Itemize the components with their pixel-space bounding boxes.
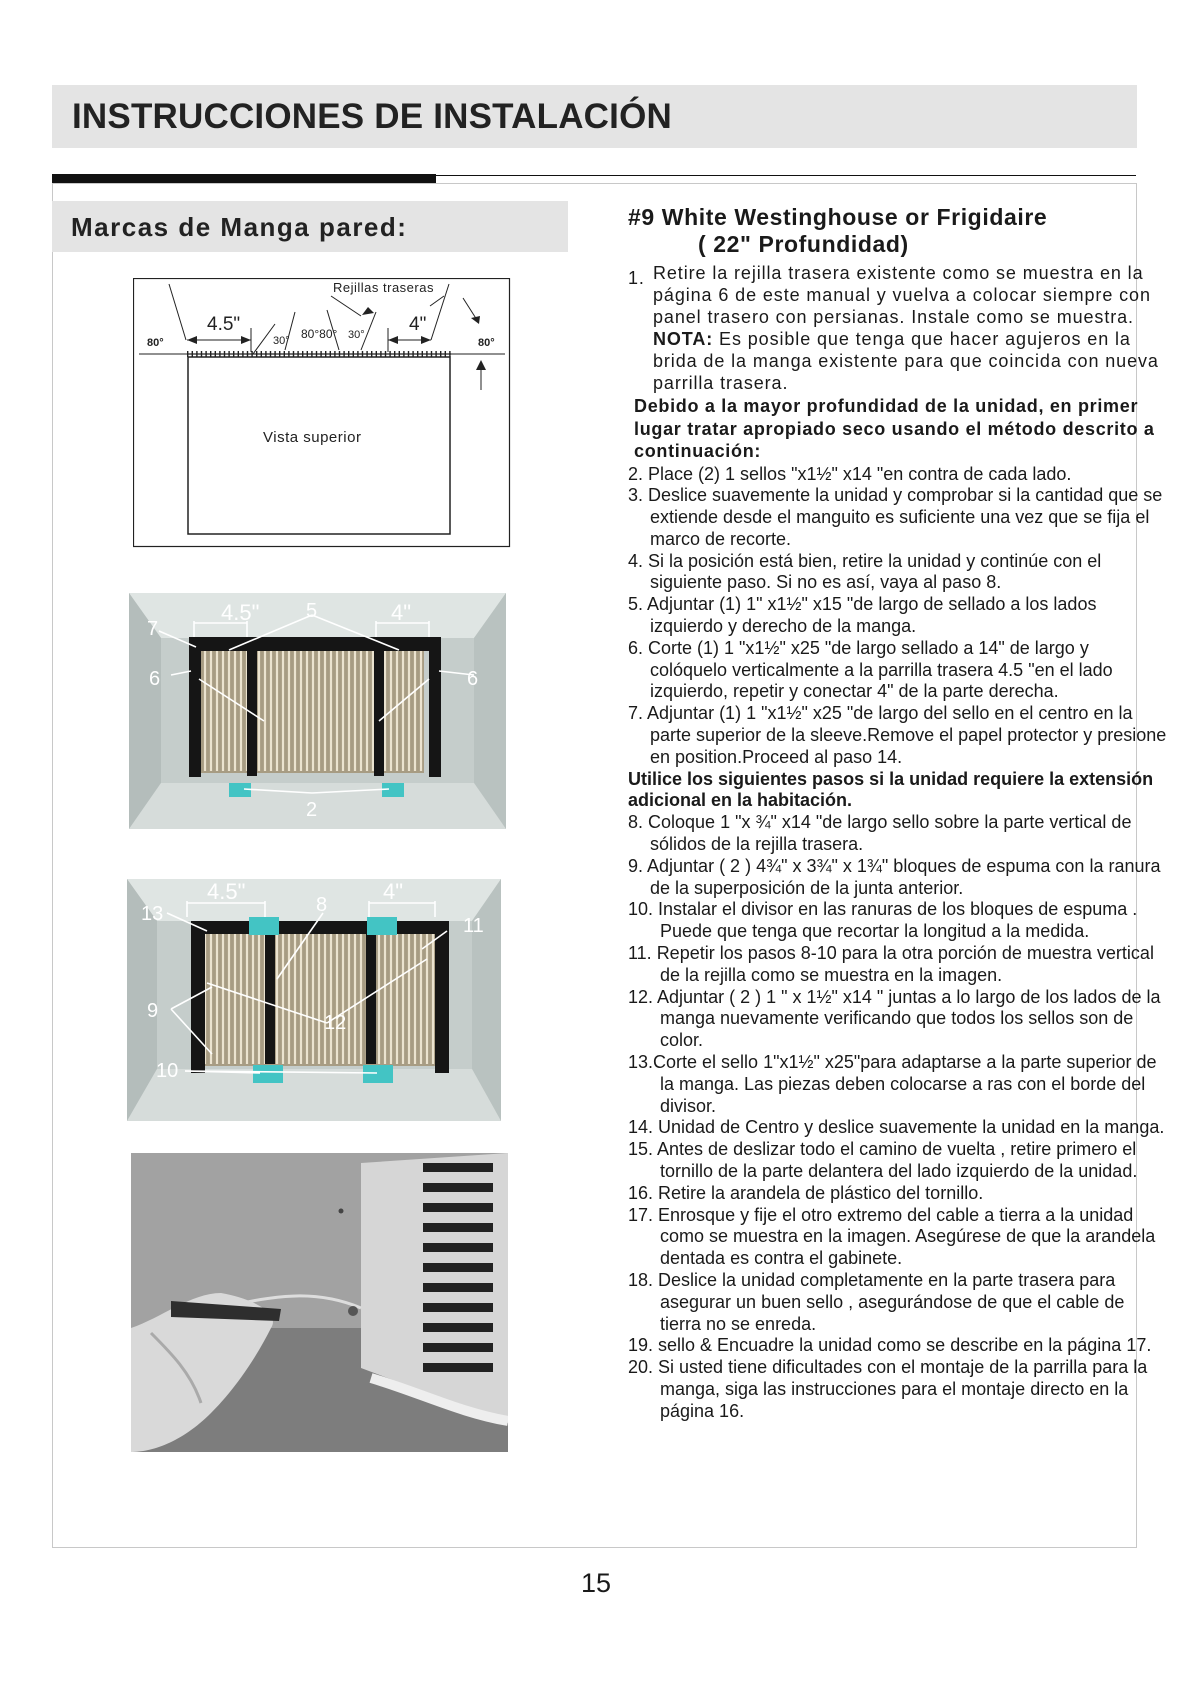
step-item: 9. Adjuntar ( 2 ) 4¾" x 3¾" x 1¾" bloques de espuma con la ranura de la superposición de la junta anterior. xyxy=(628,855,1161,898)
page-header xyxy=(52,85,1137,148)
sleeve-seal-photo xyxy=(129,593,506,829)
step-item: 15. Antes de deslizar todo el camino de vuelta , retire primero el tornillo de la parte delantera del lado izquierdo de la unidad. xyxy=(628,1139,1138,1181)
photo1-dim-left: 4.5" xyxy=(221,600,260,625)
photo1-label-2: 2 xyxy=(306,799,318,821)
step-item: 11. Repetir los pasos 8-10 para la otra porción de muestra vertical de la rejilla como se muestra en la imagen. xyxy=(628,943,1154,985)
foam-block-photo xyxy=(127,879,501,1121)
step-1-number: 1. xyxy=(628,268,645,288)
step-item: 4. Si la posición está bien, retire la unidad y continúe con el siguiente paso. Si no es así, vaya al paso 8. xyxy=(628,550,1102,593)
step-1-text: Retire la rejilla trasera existente como se muestra en la página 6 de este manual y vuelva a colocar siempre con panel trasero con persianas. Instale como se muestra. xyxy=(653,263,1151,327)
angle-30-left: 30° xyxy=(273,335,290,347)
brand-subtitle: ( 22" Profundidad) xyxy=(698,231,909,257)
step-item: 16. Retire la arandela de plástico del tornillo. xyxy=(628,1182,984,1203)
photo2-label-9: 9 xyxy=(147,1000,159,1022)
photo2-label-10: 10 xyxy=(156,1060,179,1082)
step-item: 3. Deslice suavemente la unidad y comprobar si la cantidad que se extiende desde el manguito es suficiente una vez que se fija el marco de recorte. xyxy=(628,485,1163,549)
ground-wire-photo xyxy=(131,1153,508,1452)
photo1-label-6-left: 6 xyxy=(149,668,161,690)
extension-note: Utilice los siguientes pasos si la unidad requiere la extensión adicional en la habitación. xyxy=(628,768,1154,811)
angle-30-right: 30° xyxy=(348,329,365,341)
photo2-dim-right: 4" xyxy=(383,879,404,904)
dim-left-label: 4.5" xyxy=(207,314,241,335)
photo2-label-12: 12 xyxy=(324,1012,347,1034)
dim-right-label: 4" xyxy=(409,314,427,335)
photo1-dim-right: 4" xyxy=(391,600,412,625)
note-label: NOTA: xyxy=(653,329,714,349)
note-text: Es posible que tenga que hacer agujeros en la brida de la manga existente para que coincida con nueva parrilla trasera. xyxy=(653,329,1159,393)
page-number: 15 xyxy=(580,1568,612,1598)
photo1-label-7: 7 xyxy=(147,618,159,640)
step-item: 12. Adjuntar ( 2 ) 1 " x 1½" x14 " juntas a lo largo de los lados de la manga nuevamente verificando que todos los sellos son de color. xyxy=(628,986,1161,1051)
step-item: 17. Enrosque y fije el otro extremo del cable a tierra a la unidad como se muestra en la imagen. Asegúrese de que la arandela dentada es contra el gabinete. xyxy=(628,1204,1156,1269)
step-item: 7. Adjuntar (1) 1 "x1½" x25 "de largo del sello en el centro en la parte superior de la sleeve.Remove el papel protector y presione en position.Proceed al paso 14. xyxy=(628,703,1167,767)
step-item: 6. Corte (1) 1 "x1½" x25 "de largo sellado a 14" de largo y colóquelo verticalmente a la parrilla trasera 4.5 "en el lado izquierdo, repetir y conectar 4" de la parte derecha. xyxy=(628,637,1113,702)
page-title: INSTRUCCIONES DE INSTALACIÓN xyxy=(72,97,672,136)
angle-80-left: 80° xyxy=(147,337,164,349)
step-item: 13.Corte el sello 1"x1½" x25"para adaptarse a la parte superior de la manga. Las piezas deben colocarse a ras con el borde del divisor. xyxy=(628,1052,1157,1116)
step-item: 5. Adjuntar (1) 1" x1½" x15 "de largo de sellado a los lados izquierdo y derecho de la manga. xyxy=(628,594,1097,637)
step-item: 20. Si usted tiene dificultades con el montaje de la parrilla para la manga, siga las instrucciones para el montaje directo en la página 16. xyxy=(628,1357,1148,1421)
section-title: Marcas de Manga pared: xyxy=(71,212,408,242)
step-1-note xyxy=(628,328,1168,394)
photo2-label-8: 8 xyxy=(316,894,328,916)
step-item: 2. Place (2) 1 sellos "x1½" x14 "en contra de cada lado. xyxy=(628,463,1072,484)
grille-label: Rejillas traseras xyxy=(333,280,434,295)
photo2-label-11: 11 xyxy=(463,915,484,937)
section-header xyxy=(52,201,568,252)
photo1-label-5: 5 xyxy=(306,600,318,622)
photo1-label-6-right: 6 xyxy=(467,668,479,690)
angle-80-80: 80°80° xyxy=(301,327,338,341)
top-view-diagram xyxy=(133,278,511,548)
photo2-dim-left: 4.5" xyxy=(207,879,246,904)
step-item: 8. Coloque 1 "x ¾" x14 "de largo sello sobre la parte vertical de sólidos de la rejilla trasera. xyxy=(628,812,1132,855)
step-item: 19. sello & Encuadre la unidad como se describe en la página 17. xyxy=(628,1335,1152,1356)
step-1 xyxy=(628,262,1168,328)
depth-warning: Debido a la mayor profundidad de la unidad, en primer lugar tratar apropiado seco usando el método descrito a continuación: xyxy=(634,396,1155,461)
step-item: 18. Deslice la unidad completamente en la parte trasera para asegurar un buen sello , asegurándose de que el cable de tierra no se enreda. xyxy=(628,1269,1125,1334)
step-item: 10. Instalar el divisor en las ranuras de los bloques de espuma . Puede que tenga que recortar la longitud a la medida. xyxy=(628,899,1138,942)
step-item: 14. Unidad de Centro y deslice suavemente la unidad en la manga. xyxy=(628,1117,1165,1138)
angle-80-right: 80° xyxy=(478,337,495,349)
header-rule-thin xyxy=(436,175,1136,176)
top-view-label: Vista superior xyxy=(263,429,362,446)
instructions-column xyxy=(628,204,1168,1423)
photo2-label-13: 13 xyxy=(141,903,164,925)
brand-title: #9 White Westinghouse or Frigidaire xyxy=(628,204,1048,230)
